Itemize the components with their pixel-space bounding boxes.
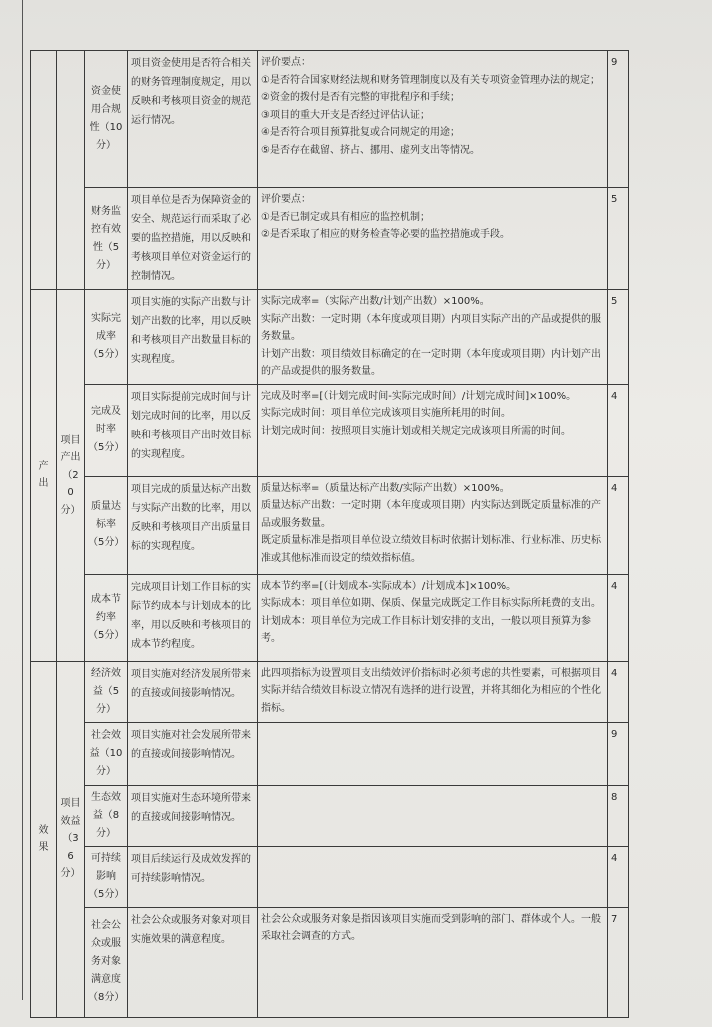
table-row xyxy=(31,846,629,907)
score-value: 4 xyxy=(611,852,618,864)
indicator-description-cell xyxy=(128,785,258,846)
level3-indicator: 质量达标率（5分） xyxy=(88,501,125,548)
indicator-description: 项目完成的质量达标产出数与实际产出数的比率，用以反映和考核项目产出质量目标的实现程度。 xyxy=(131,483,251,552)
score-value: 8 xyxy=(611,791,618,803)
evaluation-point-line: 质量达标产出数：一定时期（本年度或项目期）内实际达到既定质量标准的产品或服务数量。 xyxy=(261,500,601,529)
evaluation-point-line: 实际完成率=（实际产出数/计划产出数）×100%。 xyxy=(261,296,490,307)
level3-indicator-cell xyxy=(85,722,128,785)
evaluation-points-cell xyxy=(258,722,608,785)
level1-indicator: 效果 xyxy=(38,824,49,853)
evaluation-points-cell xyxy=(258,661,608,722)
score-value: 9 xyxy=(611,728,618,740)
evaluation-point-line: 计划产出数：项目绩效目标确定的在一定时期（本年度或项目期）内计划产出的产品或提供的服务数量。 xyxy=(261,348,601,377)
evaluation-point-line: 实际产出数：一定时期（本年度或项目期）内项目实际产出的产品或提供的服务数量。 xyxy=(261,313,601,342)
evaluation-point-line: 此四项指标为设置项目支出绩效评价指标时必须考虑的共性要素，可根据项目实际并结合绩效目标设立情况有选择的进行设置，并将其细化为相应的个性化指标。 xyxy=(261,667,601,714)
table-row xyxy=(31,384,629,476)
evaluation-point-line: 社会公众或服务对象是指因该项目实施而受到影响的部门、群体或个人。一般采取社会调查的方式。 xyxy=(261,913,601,942)
level2-indicator-cell xyxy=(57,290,85,662)
indicator-description: 社会公众或服务对象对项目实施效果的满意程度。 xyxy=(131,914,251,945)
evaluation-points-cell xyxy=(258,290,608,385)
score-value: 4 xyxy=(611,482,618,494)
indicator-description: 项目实施对生态环境所带来的直接或间接影响情况。 xyxy=(131,792,251,823)
evaluation-point-line: ③项目的重大开支是否经过评估认证； xyxy=(261,109,430,121)
evaluation-points-cell xyxy=(258,846,608,907)
evaluation-points-cell xyxy=(258,574,608,661)
level3-indicator-cell xyxy=(85,476,128,574)
level3-indicator: 完成及时率（5分） xyxy=(88,406,125,453)
table-row xyxy=(31,574,629,661)
score-cell xyxy=(608,661,629,722)
score-value: 5 xyxy=(611,194,618,205)
indicator-description-cell xyxy=(128,384,258,476)
level3-indicator-cell xyxy=(85,907,128,1017)
margin-line xyxy=(22,0,23,1000)
score-value: 5 xyxy=(611,296,618,307)
evaluation-point-line: 评价要点： xyxy=(261,57,311,68)
table-row xyxy=(31,722,629,785)
evaluation-point-line: ①是否已制定或具有相应的监控机制； xyxy=(261,211,430,223)
score-cell xyxy=(608,574,629,661)
score-cell xyxy=(608,384,629,476)
level1-indicator-cell xyxy=(31,51,57,290)
table-row xyxy=(31,661,629,722)
evaluation-point-line: 实际完成时间：项目单位完成该项目实施所耗用的时间。 xyxy=(261,408,511,419)
evaluation-points-cell xyxy=(258,785,608,846)
indicator-description: 项目实施对经济发展所带来的直接或间接影响情况。 xyxy=(131,668,251,699)
level3-indicator: 成本节约率（5分） xyxy=(88,593,125,641)
indicator-description-cell xyxy=(128,907,258,1017)
indicator-description: 项目资金使用是否符合相关的财务管理制度规定，用以反映和考核项目资金的规范运行情况。 xyxy=(131,58,251,126)
score-value: 7 xyxy=(611,913,618,925)
indicator-description: 项目单位是否为保障资金的安全、规范运行而采取了必要的监控措施，用以反映和考核项目单位对资金运行的控制情况。 xyxy=(131,195,251,282)
level2-indicator: 项目效益（36分） xyxy=(60,798,81,880)
table-row xyxy=(31,476,629,574)
table-row xyxy=(31,188,629,290)
level3-indicator-cell xyxy=(85,661,128,722)
evaluation-point-line: ⑤是否存在截留、挤占、挪用、虚列支出等情况。 xyxy=(261,144,480,156)
evaluation-point-line: 计划完成时间：按照项目实施计划或相关规定完成该项目所需的时间。 xyxy=(261,425,571,437)
level3-indicator-cell xyxy=(85,384,128,476)
level1-indicator: 产出 xyxy=(38,460,49,490)
indicator-description: 项目实施对社会发展所带来的直接或间接影响情况。 xyxy=(131,729,251,760)
level3-indicator-cell xyxy=(85,51,128,188)
table-row xyxy=(31,907,629,1017)
score-value: 9 xyxy=(611,57,618,68)
level3-indicator-cell xyxy=(85,290,128,385)
level3-indicator: 经济效益（5分） xyxy=(91,667,121,715)
score-cell xyxy=(608,907,629,1017)
indicator-description: 项目实施的实际产出数与计划产出数的比率，用以反映和考核项目产出数量目标的实现程度。 xyxy=(131,297,251,365)
score-cell xyxy=(608,290,629,385)
evaluation-point-line: 完成及时率=[（计划完成时间-实际完成时间）/计划完成时间]×100%。 xyxy=(261,390,577,402)
evaluation-point-line: ①是否符合国家财经法规和财务管理制度以及有关专项资金管理办法的规定； xyxy=(261,74,600,86)
score-value: 4 xyxy=(611,667,618,679)
indicator-description-cell xyxy=(128,290,258,385)
evaluation-points-cell xyxy=(258,51,608,188)
level3-indicator: 社会效益（10分） xyxy=(89,729,123,777)
evaluation-point-line: ④是否符合项目预算批复或合同规定的用途； xyxy=(261,127,460,138)
level3-indicator: 资金使用合规性（10分） xyxy=(89,86,123,151)
score-cell xyxy=(608,51,629,188)
score-value: 4 xyxy=(611,580,618,592)
evaluation-points-cell xyxy=(258,476,608,574)
evaluation-point-line: 质量达标率=（质量达标产出数/实际产出数）×100%。 xyxy=(261,482,510,494)
level3-indicator-cell xyxy=(85,188,128,290)
level3-indicator: 生态效益（8分） xyxy=(91,791,121,839)
score-cell xyxy=(608,846,629,907)
evaluation-point-line: 实际成本：项目单位如期、保质、保量完成既定工作目标实际所耗费的支出。 xyxy=(261,598,601,609)
evaluation-point-line: 评价要点： xyxy=(261,194,311,205)
indicator-description: 项目后续运行及成效发挥的可持续影响情况。 xyxy=(131,853,251,884)
score-cell xyxy=(608,785,629,846)
indicator-description-cell xyxy=(128,476,258,574)
evaluation-point-line: 成本节约率=[（计划成本-实际成本）/计划成本]×100%。 xyxy=(261,580,517,592)
indicator-description-cell xyxy=(128,846,258,907)
level1-indicator-cell xyxy=(31,661,57,1017)
score-cell xyxy=(608,722,629,785)
level3-indicator-cell xyxy=(85,846,128,907)
level2-indicator-cell xyxy=(57,661,85,1017)
level3-indicator-cell xyxy=(85,785,128,846)
level2-indicator-cell xyxy=(57,51,85,290)
evaluation-points-cell xyxy=(258,188,608,290)
score-cell xyxy=(608,188,629,290)
score-cell xyxy=(608,476,629,574)
indicator-description-cell xyxy=(128,722,258,785)
table-row xyxy=(31,290,629,385)
indicator-description-cell xyxy=(128,574,258,661)
level2-indicator: 项目产出（20分） xyxy=(60,434,81,516)
indicator-description: 项目实际提前完成时间与计划完成时间的比率，用以反映和考核项目产出时效目标的实现程度。 xyxy=(131,391,251,460)
evaluation-point-line: 计划成本：项目单位为完成工作目标计划安排的支出，一般以项目预算为参考。 xyxy=(261,615,591,644)
indicator-description-cell xyxy=(128,661,258,722)
evaluation-points-cell xyxy=(258,384,608,476)
table-row xyxy=(31,785,629,846)
evaluation-point-line: ②资金的拨付是否有完整的审批程序和手续； xyxy=(261,92,460,103)
level3-indicator: 财务监控有效性（5分） xyxy=(91,205,121,271)
indicator-description: 完成项目计划工作目标的实际节约成本与计划成本的比率，用以反映和考核项目的成本节约程度。 xyxy=(131,581,251,650)
evaluation-point-line: ②是否采取了相应的财务检查等必要的监控措施或手段。 xyxy=(261,229,510,240)
level3-indicator: 可持续影响（5分） xyxy=(88,852,125,900)
evaluation-points-cell xyxy=(258,907,608,1017)
table-row xyxy=(31,51,629,188)
level3-indicator: 社会公众或服务对象满意度（8分） xyxy=(88,920,125,1003)
level1-indicator-cell xyxy=(31,290,57,662)
level3-indicator: 实际完成率（5分） xyxy=(88,312,125,360)
indicator-description-cell xyxy=(128,188,258,290)
evaluation-point-line: 既定质量标准是指项目单位设立绩效目标时依据计划标准、行业标准、历史标准或其他标准而设定的绩效指标值。 xyxy=(261,535,601,564)
level3-indicator-cell xyxy=(85,574,128,661)
evaluation-table xyxy=(30,50,629,1018)
score-value: 4 xyxy=(611,390,618,402)
indicator-description-cell xyxy=(128,51,258,188)
